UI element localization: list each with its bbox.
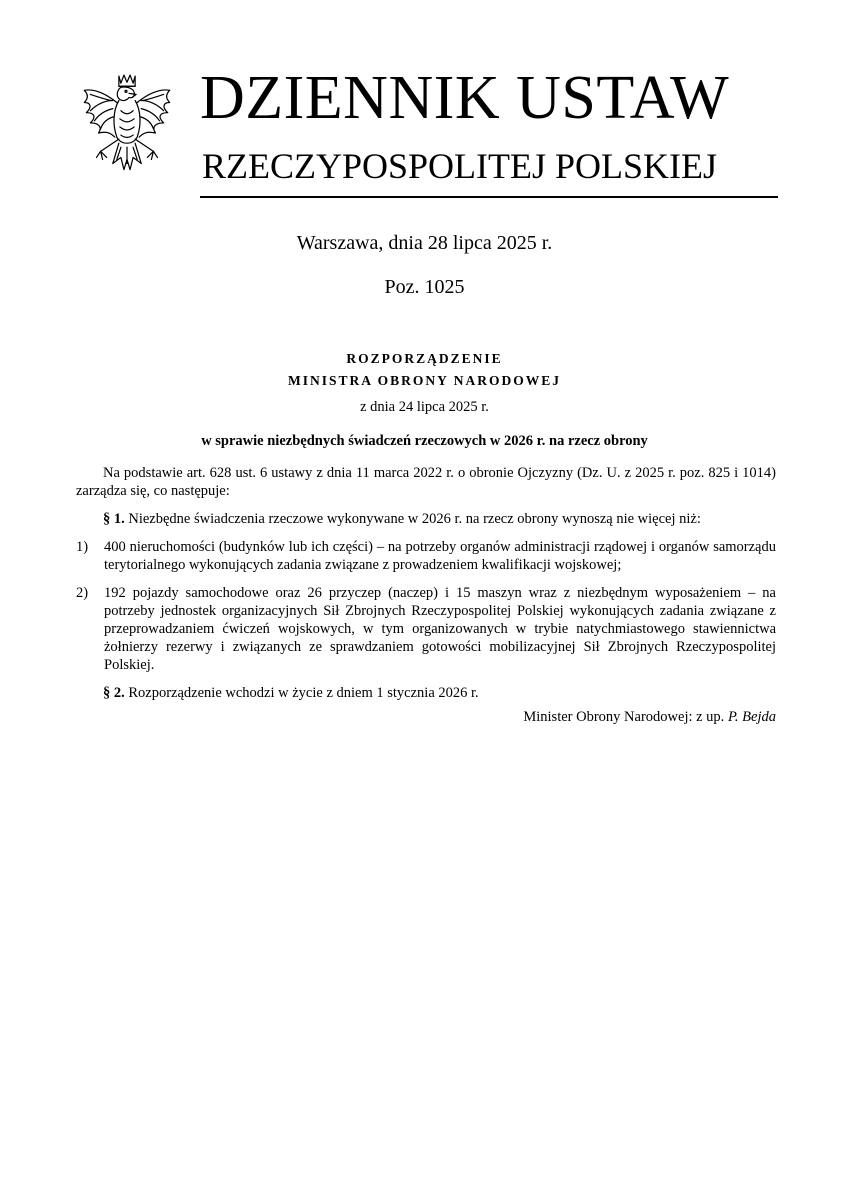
gazette-subtitle: RZECZYPOSPOLITEJ POLSKIEJ	[202, 146, 718, 186]
list-item-number: 2)	[76, 585, 89, 601]
section-2-sign: § 2.	[103, 685, 125, 701]
section-1-text: Niezbędne świadczenia rzeczowe wykonywane w 2026 r. na rzecz obrony wynoszą nie więcej niż:	[128, 511, 701, 527]
act-subject: w sprawie niezbędnych świadczeń rzeczowych w 2026 r. na rzecz obrony	[201, 433, 648, 449]
act-type: ROZPORZĄDZENIE	[346, 351, 503, 366]
list-item	[76, 538, 776, 574]
place-date: Warszawa, dnia 28 lipca 2025 r.	[296, 232, 553, 254]
preamble: Na podstawie art. 628 ust. 6 ustawy z dnia 11 marca 2022 r. o obronie Ojczyzny (Dz. U. z 2025 r. poz. 825 i 1014) zarządza się, co następuje:	[76, 465, 776, 499]
list-item-text: 192 pojazdy samochodowe oraz 26 przyczep (naczep) i 15 maszyn wraz z niezbędnym wyposażeniem – na potrzeby jednostek organizacyjnych Sił Zbrojnych Rzeczypospolitej Polskiej wykonujących zadania związane z przeprowadzaniem ćwiczeń wojskowych, w tym organizowanych w trybie natychmiastowego stawiennictwa żołnierzy rezerwy i związanych ze sprawdzaniem gotowości mobilizacyjnej Sił Zbrojnych Rzeczypospolitej Polskiej.	[104, 585, 776, 673]
section-2	[76, 684, 776, 702]
section-2-text: Rozporządzenie wchodzi w życie z dniem 1 stycznia 2026 r.	[128, 685, 479, 701]
signature-name: P. Bejda	[727, 709, 776, 725]
act-date: z dnia 24 lipca 2025 r.	[360, 399, 489, 415]
list-item	[76, 584, 776, 674]
act-body	[76, 464, 776, 712]
act-issuer: MINISTRA OBRONY NARODOWEJ	[287, 373, 562, 388]
title-rule	[200, 196, 778, 198]
list-item-number: 1)	[76, 539, 89, 555]
list-item-text: 400 nieruchomości (budynków lub ich części) – na potrzeby organów administracji rządowej i organów samorządu terytorialnego wykonujących zadania związane z prowadzeniem kwalifikacji wojskowej;	[104, 539, 776, 573]
section-1-sign: § 1.	[103, 511, 125, 527]
signature-role: Minister Obrony Narodowej: z up.	[523, 709, 725, 725]
section-1	[76, 510, 776, 528]
signature	[380, 708, 776, 726]
position-number: Poz. 1025	[384, 276, 465, 298]
polish-eagle-emblem-icon	[76, 70, 178, 192]
gazette-title: DZIENNIK USTAW	[200, 64, 730, 132]
